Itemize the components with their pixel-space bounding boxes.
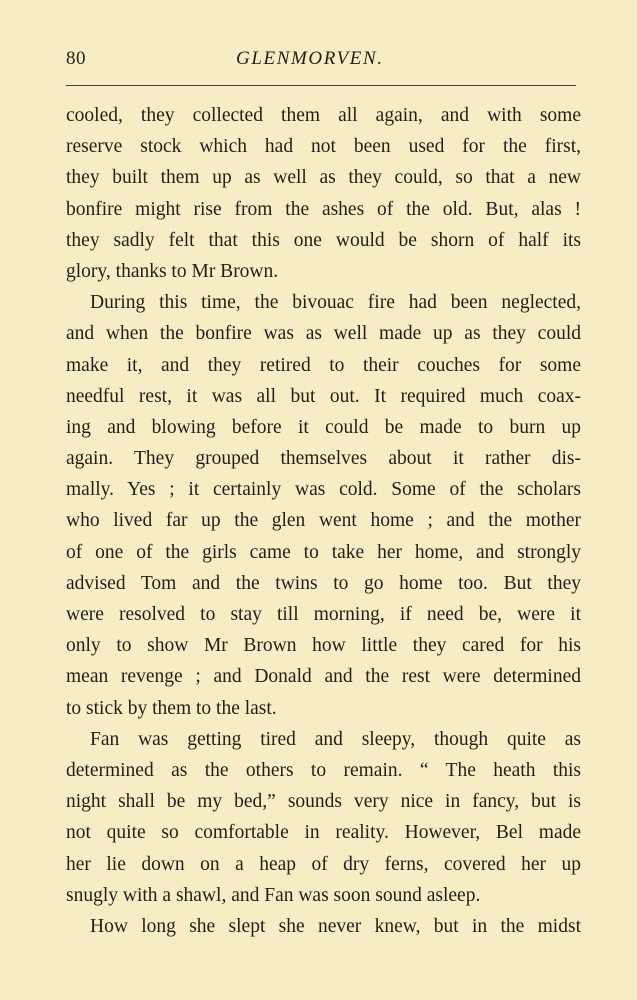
text-line: to stick by them to the last.: [66, 697, 277, 719]
text-line: bonfire might rise from the ashes of the old. But, alas !: [66, 198, 581, 220]
text-line: During this time, the bivouac fire had been neglected,: [90, 292, 581, 314]
text-line: ing and blowing before it could be made to burn up: [66, 416, 581, 438]
running-title: GLENMORVEN.: [236, 48, 384, 69]
text-line: determined as the others to remain. “ The heath this: [66, 759, 581, 781]
text-line: night shall be my bed,” sounds very nice in fancy, but is: [66, 791, 581, 813]
text-line: mean revenge ; and Donald and the rest were determined: [66, 666, 581, 688]
text-line: only to show Mr Brown how little they cared for his: [66, 635, 581, 657]
text-line: not quite so comfortable in reality. However, Bel made: [66, 822, 581, 844]
text-line: Fan was getting tired and sleepy, though quite as: [90, 728, 581, 750]
text-line: glory, thanks to Mr Brown.: [66, 260, 279, 282]
text-line: they sadly felt that this one would be shorn of half its: [66, 229, 581, 251]
body-text: [66, 100, 581, 942]
text-line: her lie down on a heap of dry ferns, covered her up: [66, 853, 581, 875]
page-number: 80: [66, 48, 86, 69]
text-line: and when the bonfire was as well made up as they could: [66, 323, 581, 345]
text-line: cooled, they collected them all again, and with some: [66, 105, 581, 126]
text-line: were resolved to stay till morning, if need be, were it: [66, 604, 581, 625]
text-line: advised Tom and the twins to go home too. But they: [66, 572, 581, 594]
text-line: who lived far up the glen went home ; and the mother: [66, 510, 581, 532]
header-rule: [66, 85, 576, 86]
text-line: snugly with a shawl, and Fan was soon sound asleep.: [66, 884, 481, 906]
page-header: [66, 48, 578, 74]
text-line: reserve stock which had not been used for the first,: [66, 136, 581, 158]
text-line: mally. Yes ; it certainly was cold. Some of the scholars: [66, 479, 581, 501]
text-line: make it, and they retired to their couches for some: [66, 354, 581, 376]
text-line: they built them up as well as they could, so that a new: [66, 167, 581, 189]
text-line: of one of the girls came to take her home, and strongly: [66, 541, 581, 563]
text-line: again. They grouped themselves about it rather dis-: [66, 448, 581, 470]
text-line: needful rest, it was all but out. It required much coax-: [66, 385, 581, 407]
text-line: How long she slept she never knew, but in the midst: [90, 915, 581, 937]
